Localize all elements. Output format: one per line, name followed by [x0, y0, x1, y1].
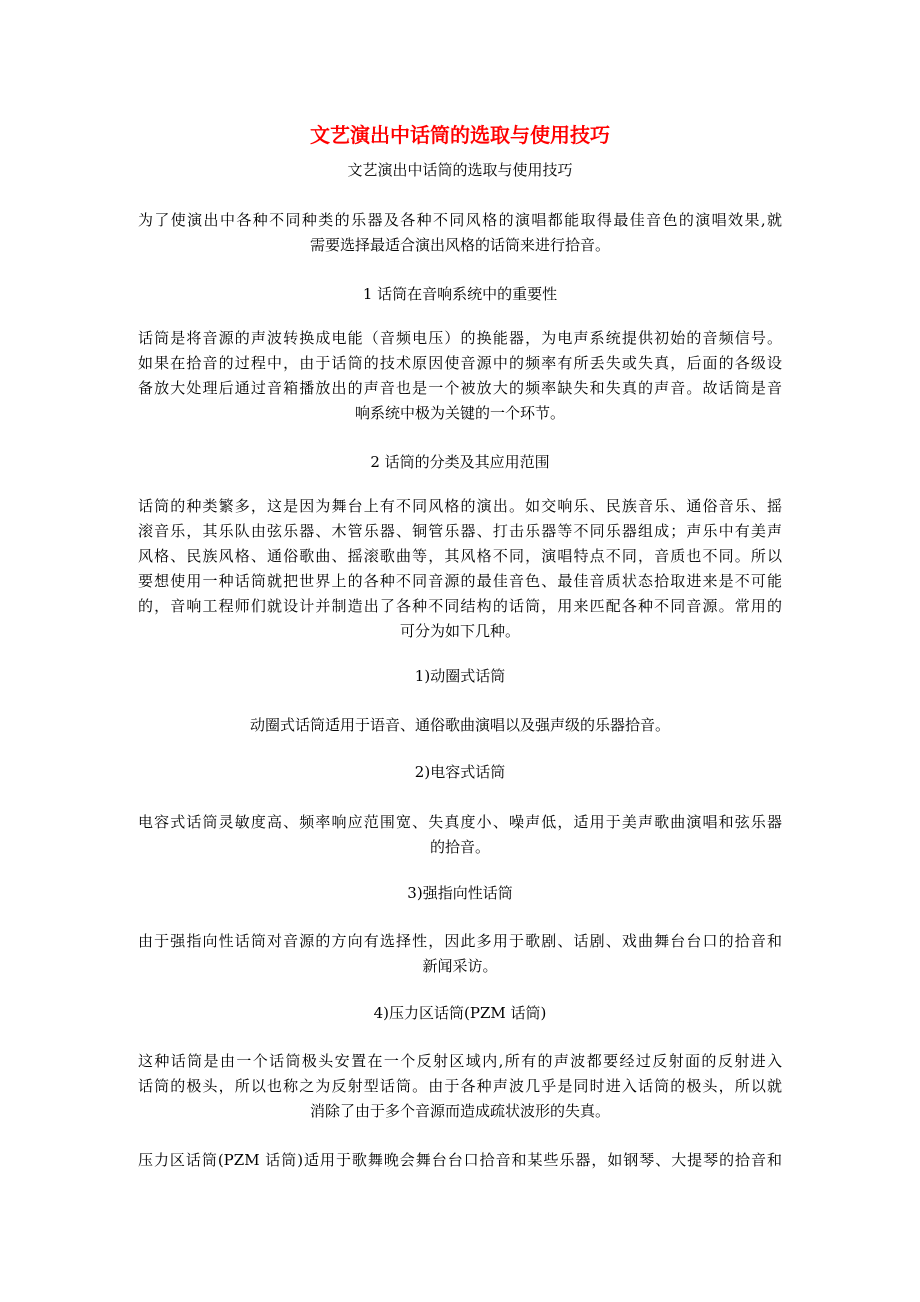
section-paragraph-dynamic-mic — [138, 713, 782, 738]
section-heading-pzm-mic: 4)压力区话筒(PZM 话筒) — [373, 1004, 547, 1022]
section-paragraph-pzm-mic — [138, 1049, 782, 1124]
paragraph-line: 动圈式话筒适用于语音、通俗歌曲演唱以及强声级的乐器拾音。 — [249, 716, 670, 734]
paragraph-line: 如果在拾音的过程中，由于话筒的技术原因使音源中的频率有所丢失或失真，后面的各级设 — [138, 354, 782, 372]
section-heading-classification: 2 话筒的分类及其应用范围 — [370, 453, 550, 471]
section-paragraph-condenser-mic — [138, 810, 782, 860]
document-subtitle: 文艺演出中话筒的选取与使用技巧 — [347, 161, 573, 179]
paragraph-line: 新闻采访。 — [422, 957, 498, 975]
section-heading-directional-mic: 3)强指向性话筒 — [407, 884, 513, 902]
paragraph-line: 可分为如下几种。 — [399, 622, 520, 640]
paragraph-line: 这种话筒是由一个话筒极头安置在一个反射区域内,所有的声波都要经过反射面的反射进入 — [138, 1052, 782, 1070]
paragraph-line: 需要选择最适合演出风格的话筒来进行拾音。 — [309, 236, 610, 254]
section-heading-importance: 1 话筒在音响系统中的重要性 — [362, 285, 558, 303]
paragraph-line: 话筒的极头，所以也称之为反射型话筒。由于各种声波几乎是同时进入话筒的极头，所以就 — [138, 1077, 782, 1095]
document-title: 文艺演出中话筒的选取与使用技巧 — [310, 123, 610, 147]
section-heading-dynamic-mic: 1)动圈式话筒 — [414, 667, 506, 685]
paragraph-line: 压力区话筒(PZM 话筒)适用于歌舞晚会舞台台口拾音和某些乐器，如钢琴、大提琴的拾音和 — [138, 1151, 782, 1169]
section-paragraph-directional-mic — [138, 929, 782, 979]
section-paragraph-importance — [138, 326, 782, 426]
paragraph-line: 风格、民族风格、通俗歌曲、摇滚歌曲等，其风格不同，演唱特点不同，音质也不同。所以 — [138, 547, 782, 565]
paragraph-line: 的拾音。 — [429, 838, 490, 856]
paragraph-line: 备放大处理后通过音箱播放出的声音也是一个被放大的频率缺失和失真的声音。故话筒是音 — [138, 379, 782, 397]
paragraph-line: 电容式话筒灵敏度高、频率响应范围宽、失真度小、噪声低，适用于美声歌曲演唱和弦乐器 — [138, 813, 782, 831]
paragraph-line: 话筒是将音源的声波转换成电能（音频电压）的换能器，为电声系统提供初始的音频信号。 — [138, 329, 782, 347]
paragraph-line: 滚音乐，其乐队由弦乐器、木管乐器、铜管乐器、打击乐器等不同乐器组成；声乐中有美声 — [138, 522, 782, 540]
section-paragraph-classification — [138, 494, 782, 644]
paragraph-line: 为了使演出中各种不同种类的乐器及各种不同风格的演唱都能取得最佳音色的演唱效果,就 — [138, 211, 782, 229]
paragraph-line: 要想使用一种话筒就把世界上的各种不同音源的最佳音色、最佳音质状态拾取进来是不可能 — [138, 572, 782, 590]
intro-paragraph — [138, 208, 782, 258]
paragraph-line: 话筒的种类繁多，这是因为舞台上有不同风格的演出。如交响乐、民族音乐、通俗音乐、摇 — [138, 497, 782, 515]
paragraph-line: 由于强指向性话筒对音源的方向有选择性，因此多用于歌剧、话剧、戏曲舞台台口的拾音和 — [138, 932, 782, 950]
paragraph-line: 响系统中极为关键的一个环节。 — [354, 404, 565, 422]
tail-paragraph — [138, 1148, 782, 1173]
paragraph-line: 消除了由于多个音源而造成疏状波形的失真。 — [309, 1102, 610, 1120]
section-heading-condenser-mic: 2)电容式话筒 — [414, 763, 506, 781]
paragraph-line: 的，音响工程师们就设计并制造出了各种不同结构的话筒，用来匹配各种不同音源。常用的 — [138, 597, 782, 615]
